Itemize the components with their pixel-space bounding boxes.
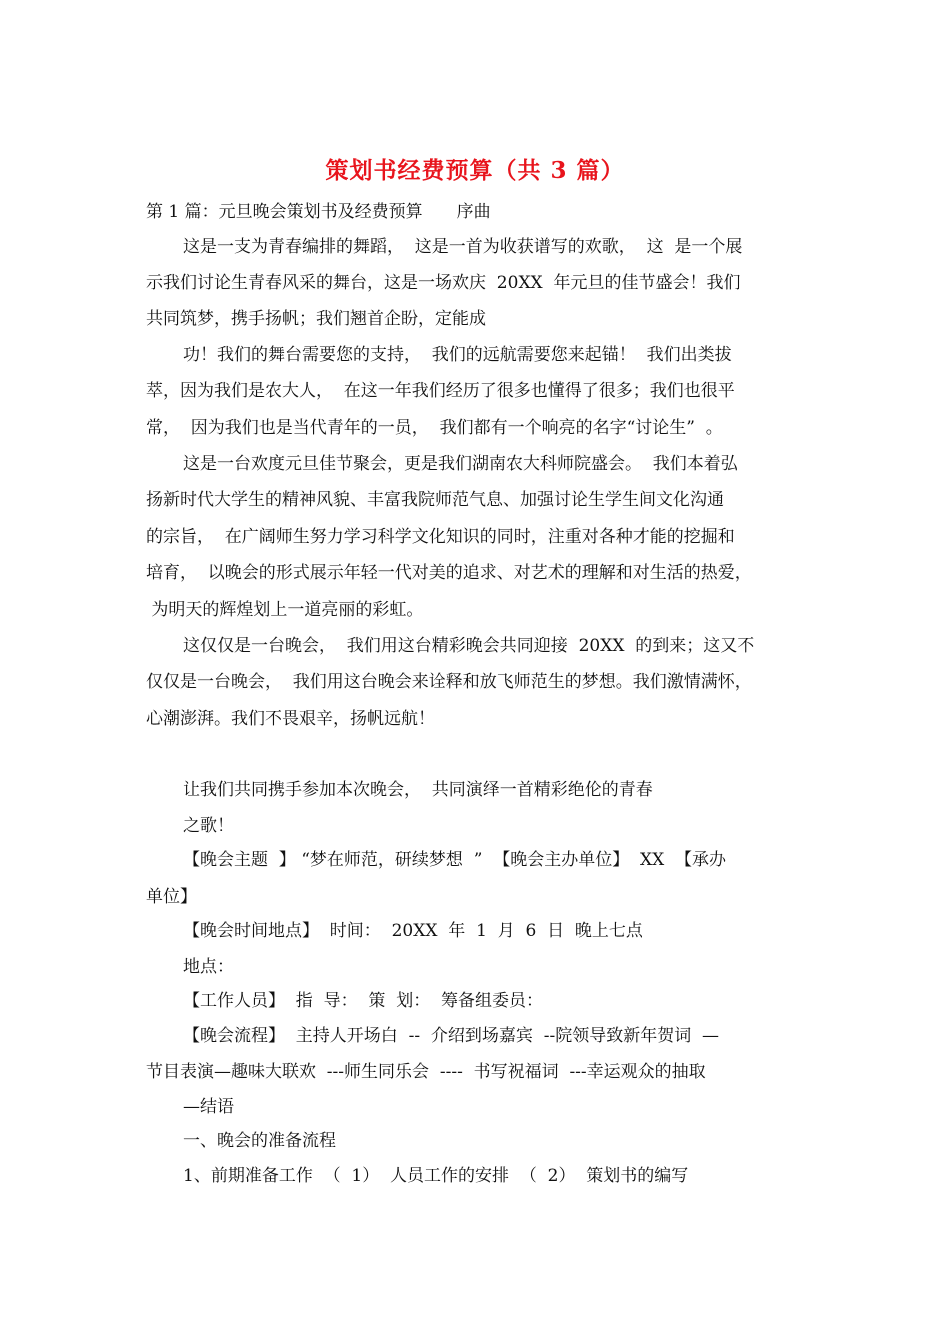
paragraph-line: 仅仅是一台晚会， 我们用这台晚会来诠释和放飞师范生的梦想。我们激情满怀， xyxy=(146,672,752,692)
paragraph-line: 示我们讨论生青春风采的舞台，这是一场欢庆 20XX 年元旦的佳节盛会！我们 xyxy=(146,273,741,293)
paragraph-line: 萃，因为我们是农大人， 在这一年我们经历了很多也懂得了很多；我们也很平 xyxy=(146,381,735,401)
paragraph-line: 【晚会时间地点】 时间： 20XX 年 1 月 6 日 晚上七点 xyxy=(183,921,643,941)
paragraph-line: 这是一支为青春编排的舞蹈， 这是一首为收获谱写的欢歌， 这 是一个展 xyxy=(183,237,743,257)
paragraph-line: 心潮澎湃。我们不畏艰辛，扬帆远航！ xyxy=(146,709,435,729)
paragraph-line: 常， 因为我们也是当代青年的一员， 我们都有一个响亮的名字“讨论生” 。 xyxy=(146,418,723,438)
paragraph-line: 培育， 以晚会的形式展示年轻一代对美的追求、对艺术的理解和对生活的热爱， xyxy=(146,563,752,583)
paragraph-line: 让我们共同携手参加本次晚会， 共同演绎一首精彩绝伦的青春 xyxy=(183,780,653,800)
document-title: 策划书经费预算（共 3 篇） xyxy=(325,157,625,184)
paragraph-line: 节目表演—趣味大联欢 ---师生同乐会 ---- 书写祝福词 ---幸运观众的抽取 xyxy=(146,1062,706,1082)
paragraph-line: 的宗旨， 在广阔师生努力学习科学文化知识的同时，注重对各种才能的挖掘和 xyxy=(146,527,735,547)
paragraph-line: 扬新时代大学生的精神风貌、丰富我院师范气息、加强讨论生学生间文化沟通 xyxy=(146,490,724,510)
paragraph-line: 这是一台欢度元旦佳节聚会，更是我们湖南农大科师院盛会。 我们本着弘 xyxy=(183,454,738,474)
paragraph-line: 功！我们的舞台需要您的支持， 我们的远航需要您来起锚！ 我们出类拔 xyxy=(183,345,732,365)
paragraph-line: 这仅仅是一台晚会， 我们用这台精彩晚会共同迎接 20XX 的到来；这又不 xyxy=(183,636,755,656)
paragraph-line: 【工作人员】 指 导： 策 划： 筹备组委员： xyxy=(183,991,544,1011)
paragraph-line: 单位】 xyxy=(146,887,197,907)
paragraph-line: 为明天的辉煌划上一道亮丽的彩虹。 xyxy=(146,600,424,620)
section-heading: 第 1 篇：元旦晚会策划书及经费预算 序曲 xyxy=(146,202,491,222)
paragraph-line: 共同筑梦，携手扬帆；我们翘首企盼，定能成 xyxy=(146,309,486,329)
paragraph-line: 1、前期准备工作 （ 1） 人员工作的安排 （ 2） 策划书的编写 xyxy=(183,1166,689,1186)
paragraph-line: 地点： xyxy=(183,957,234,977)
paragraph-line: 【晚会主题 】 “梦在师范，研续梦想 ” 【晚会主办单位】 XX 【承办 xyxy=(183,850,727,870)
paragraph-line: —结语 xyxy=(183,1097,234,1117)
subsection-heading: 一、晚会的准备流程 xyxy=(183,1131,336,1151)
paragraph-line: 之歌！ xyxy=(183,816,234,836)
paragraph-line: 【晚会流程】 主持人开场白 -- 介绍到场嘉宾 --院领导致新年贺词 — xyxy=(183,1026,720,1046)
